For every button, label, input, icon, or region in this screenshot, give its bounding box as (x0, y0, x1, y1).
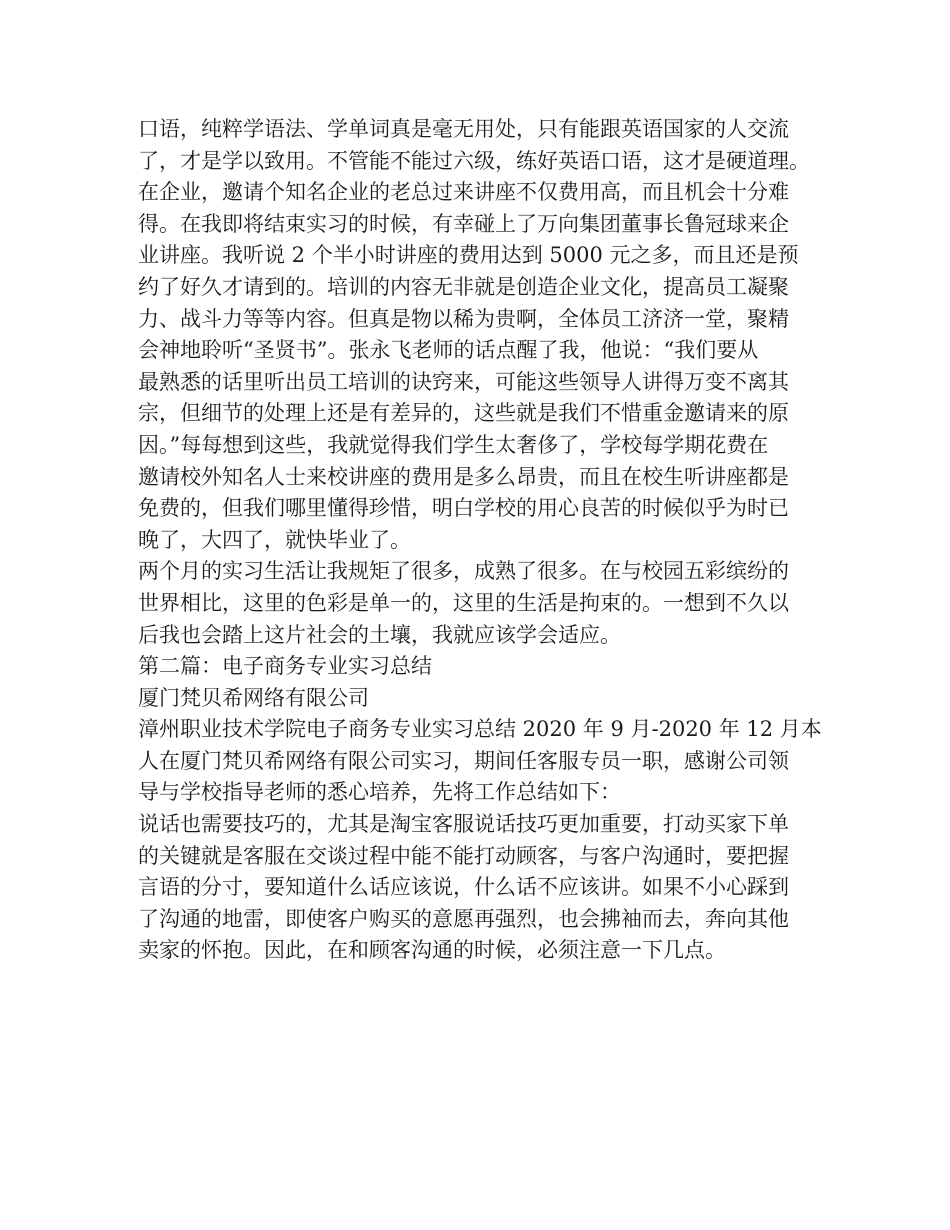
text-line: 约了好久才请到的。培训的内容无非就是创造企业文化，提高员工凝聚 (138, 274, 789, 299)
text-line: 的关键就是客服在交谈过程中能不能打动顾客，与客户沟通时，要把握 (138, 843, 789, 868)
text-line: 邀请校外知名人士来校讲座的费用是多么昂贵，而且在校生听讲座都是 (138, 464, 789, 489)
section-heading: 第二篇：电子商务专业实习总结 (138, 654, 432, 679)
text-line: 力、战斗力等等内容。但真是物以稀为贵啊，全体员工济济一堂，聚精 (138, 306, 789, 331)
text-line: 后我也会踏上这片社会的土壤，我就应该学会适应。 (138, 622, 621, 647)
text-line: 说话也需要技巧的，尤其是淘宝客服说话技巧更加重要，打动买家下单 (138, 812, 789, 837)
text-line: 得。在我即将结束实习的时候，有幸碰上了万向集团董事长鲁冠球来企 (138, 211, 789, 236)
text-line: 世界相比，这里的色彩是单一的，这里的生活是拘束的。一想到不久以 (138, 590, 789, 615)
text-line: 漳州职业技术学院电子商务专业实习总结 2020 年 9 月-2020 年 12 月本 (138, 717, 822, 742)
text-line: 了沟通的地雷，即使客户购买的意愿再强烈，也会拂袖而去，奔向其他 (138, 906, 789, 931)
text-line: 导与学校指导老师的悉心培养，先将工作总结如下： (138, 780, 621, 805)
text-line: 宗，但细节的处理上还是有差异的，这些就是我们不惜重金邀请来的原 (138, 401, 789, 426)
text-line: 因。”每每想到这些，我就觉得我们学生太奢侈了，学校每学期花费在 (138, 432, 769, 457)
text-line: 会神地聆听“圣贤书”。张永飞老师的话点醒了我，他说：“我们要从 (138, 338, 759, 363)
text-line: 最熟悉的话里听出员工培训的诀窍来，可能这些领导人讲得万变不离其 (138, 369, 789, 394)
text-line: 人在厦门梵贝希网络有限公司实习，期间任客服专员一职，感谢公司领 (138, 748, 789, 773)
text-line: 卖家的怀抱。因此，在和顾客沟通的时候，必须注意一下几点。 (138, 938, 726, 963)
document-body (138, 114, 828, 967)
text-line: 晚了，大四了，就快毕业了。 (138, 527, 411, 552)
text-line: 业讲座。我听说 2 个半小时讲座的费用达到 5000 元之多，而且还是预 (138, 243, 799, 268)
text-line: 口语，纯粹学语法、学单词真是毫无用处，只有能跟英语国家的人交流 (138, 117, 789, 141)
text-line: 言语的分寸，要知道什么话应该说，什么话不应该讲。如果不小心踩到 (138, 875, 789, 900)
text-line: 两个月的实习生活让我规矩了很多，成熟了很多。在与校园五彩缤纷的 (138, 559, 789, 584)
company-name: 厦门梵贝希网络有限公司 (138, 685, 369, 710)
text-line: 在企业，邀请个知名企业的老总过来讲座不仅费用高，而且机会十分难 (138, 180, 789, 205)
text-line: 免费的，但我们哪里懂得珍惜，明白学校的用心良苦的时候似乎为时已 (138, 496, 789, 521)
text-line: 了，才是学以致用。不管能不能过六级，练好英语口语，这才是硬道理。 (138, 148, 810, 173)
